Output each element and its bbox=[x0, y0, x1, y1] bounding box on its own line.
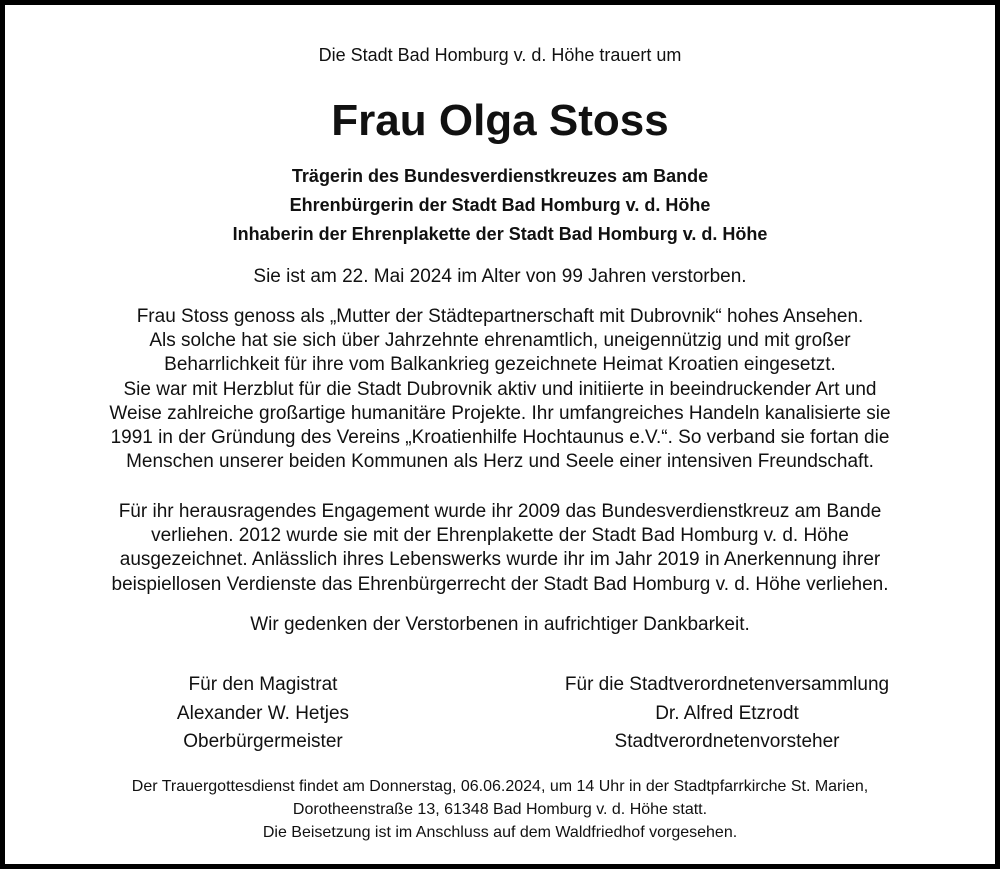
intro-line: Die Stadt Bad Homburg v. d. Höhe trauert um bbox=[318, 45, 682, 65]
deceased-name: Frau Olga Stoss bbox=[331, 96, 669, 145]
signature-org: Für den Magistrat bbox=[188, 674, 338, 695]
paragraph-line: Als solche hat sie sich über Jahrzehnte ehrenamtlich, uneigennützig und mit großer bbox=[149, 330, 851, 352]
paragraph-line: 1991 in der Gründung des Vereins „Kroatienhilfe Hochtaunus e.V.“. So verband sie fortan die bbox=[110, 427, 890, 449]
honors-list bbox=[10, 162, 990, 249]
death-announcement: Sie ist am 22. Mai 2024 im Alter von 99 Jahren verstorben. bbox=[253, 266, 747, 287]
biography-paragraph bbox=[10, 305, 990, 474]
service-line: Der Trauergottesdienst findet am Donnerstag, 06.06.2024, um 14 Uhr in der Stadtpfarrkirche St. Marien, bbox=[131, 778, 869, 795]
signature-title: Oberbürgermeister bbox=[183, 731, 343, 752]
service-line: Die Beisetzung ist im Anschluss auf dem Waldfriedhof vorgesehen. bbox=[262, 824, 738, 841]
honors-paragraph bbox=[10, 500, 990, 597]
signature-name: Alexander W. Hetjes bbox=[176, 702, 350, 724]
signature-stadtverordnetenversammlung bbox=[527, 671, 927, 757]
paragraph-line: Sie war mit Herzblut für die Stadt Dubrovnik aktiv und initiierte in beeindruckender Art und bbox=[123, 378, 877, 400]
signature-name: Dr. Alfred Etzrodt bbox=[655, 702, 799, 724]
service-line: Dorotheenstraße 13, 61348 Bad Homburg v. d. Höhe statt. bbox=[292, 801, 708, 818]
honor-line: Trägerin des Bundesverdienstkreuzes am Bande bbox=[291, 166, 709, 186]
paragraph-line: Beharrlichkeit für ihre vom Balkankrieg gezeichnete Heimat Kroatien eingesetzt. bbox=[164, 354, 836, 376]
paragraph-line: verliehen. 2012 wurde sie mit der Ehrenplakette der Stadt Bad Homburg v. d. Höhe bbox=[151, 525, 849, 547]
signature-org: Für die Stadtverordnetenversammlung bbox=[564, 674, 890, 695]
funeral-service-info bbox=[10, 775, 990, 844]
paragraph-line: beispiellosen Verdienste das Ehrenbürgerrecht der Stadt Bad Homburg v. d. Höhe verliehen. bbox=[111, 573, 889, 595]
paragraph-line: Weise zahlreiche großartige humanitäre Projekte. Ihr umfangreiches Handeln kanalisierte sie bbox=[109, 402, 891, 424]
paragraph-line: Frau Stoss genoss als „Mutter der Städtepartnerschaft mit Dubrovnik“ hohes Ansehen. bbox=[136, 306, 864, 327]
honor-line: Inhaberin der Ehrenplakette der Stadt Bad Homburg v. d. Höhe bbox=[232, 224, 768, 244]
paragraph-line: Für ihr herausragendes Engagement wurde ihr 2009 das Bundesverdienstkreuz am Bande bbox=[118, 501, 882, 522]
closing-line: Wir gedenken der Verstorbenen in aufrichtiger Dankbarkeit. bbox=[250, 614, 750, 635]
paragraph-line: ausgezeichnet. Anlässlich ihres Lebenswerks wurde ihr im Jahr 2019 in Anerkennung ihrer bbox=[119, 549, 881, 571]
paragraph-line: Menschen unserer beiden Kommunen als Herz und Seele einer intensiven Freundschaft. bbox=[126, 451, 874, 473]
signature-magistrat bbox=[118, 671, 408, 757]
honor-line: Ehrenbürgerin der Stadt Bad Homburg v. d. Höhe bbox=[289, 195, 711, 215]
signature-title: Stadtverordnetenvorsteher bbox=[614, 731, 840, 752]
